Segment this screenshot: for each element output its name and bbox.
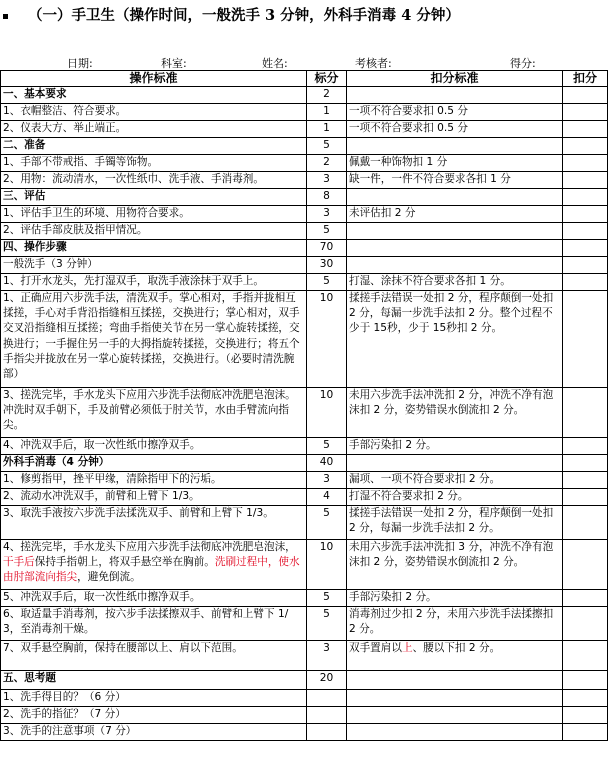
deduction-cell bbox=[347, 138, 563, 155]
points-cell: 2 bbox=[307, 87, 347, 104]
standard-cell: 1、洗手得目的？（6 分） bbox=[1, 690, 307, 707]
standard-cell: 3、取洗手液按六步洗手法揉洗双手、前臂和上臂下 1/3。 bbox=[1, 506, 307, 540]
deduction-cell bbox=[347, 690, 563, 707]
header-deducted: 扣分 bbox=[563, 71, 608, 87]
standard-cell: 2、流动水冲洗双手，前臂和上臂下 1/3。 bbox=[1, 489, 307, 506]
standard-cell: 一、基本要求 bbox=[1, 87, 307, 104]
points-cell: 1 bbox=[307, 121, 347, 138]
deduction-cell bbox=[347, 240, 563, 257]
standard-cell: 五、思考题 bbox=[1, 671, 307, 690]
examiner-label: 考核者: bbox=[355, 57, 392, 70]
standard-cell: 2、用物：流动清水，一次性纸巾、洗手液、手消毒剂。 bbox=[1, 172, 307, 189]
deducted-cell[interactable] bbox=[563, 707, 608, 724]
deduction-cell: 未用六步洗手法冲洗扣 2 分，冲洗不净有泡沫扣 2 分，姿势错误水倒流扣 2 分。 bbox=[347, 388, 563, 438]
deducted-cell[interactable] bbox=[563, 590, 608, 607]
standard-cell: 外科手消毒（4 分钟） bbox=[1, 455, 307, 472]
table-row bbox=[1, 104, 608, 121]
deducted-cell[interactable] bbox=[563, 138, 608, 155]
table-row bbox=[1, 257, 608, 274]
score-label: 得分: bbox=[510, 57, 536, 70]
standard-cell: 4、冲洗双手后，取一次性纸巾擦净双手。 bbox=[1, 438, 307, 455]
deducted-cell[interactable] bbox=[563, 489, 608, 506]
deduction-cell: 一项不符合要求扣 0.5 分 bbox=[347, 104, 563, 121]
standard-cell: 6、取适量手消毒剂，按六步手法揉擦双手、前臂和上臂下 1/3，至消毒剂干燥。 bbox=[1, 607, 307, 641]
standard-cell: 7、双手悬空胸前，保持在腰部以上、肩以下范围。 bbox=[1, 641, 307, 671]
points-cell: 3 bbox=[307, 641, 347, 671]
deducted-cell[interactable] bbox=[563, 724, 608, 741]
points-cell: 30 bbox=[307, 257, 347, 274]
standard-cell: 1、衣帽整洁、符合要求。 bbox=[1, 104, 307, 121]
standard-cell: 一般洗手（3 分钟） bbox=[1, 257, 307, 274]
highlight-text: 洗刷过程中，使水由肘部流向指尖 bbox=[3, 556, 300, 584]
deducted-cell[interactable] bbox=[563, 671, 608, 690]
table-row bbox=[1, 641, 608, 671]
deducted-cell[interactable] bbox=[563, 388, 608, 438]
standard-cell: 3、洗手的注意事项（7 分） bbox=[1, 724, 307, 741]
deducted-cell[interactable] bbox=[563, 641, 608, 671]
section-row bbox=[1, 455, 608, 472]
standard-text: 4、搓洗完毕，手水龙头下应用六步洗手法彻底冲洗肥皂泡沫， bbox=[3, 541, 296, 553]
points-cell: 10 bbox=[307, 540, 347, 590]
deduction-cell: 消毒剂过少扣 2 分，未用六步洗手法揉擦扣 2 分。 bbox=[347, 607, 563, 641]
section-row bbox=[1, 189, 608, 206]
deduction-cell: 打湿不符合要求扣 2 分。 bbox=[347, 489, 563, 506]
deduction-cell: 未评估扣 2 分 bbox=[347, 206, 563, 223]
deducted-cell[interactable] bbox=[563, 206, 608, 223]
deducted-cell[interactable] bbox=[563, 506, 608, 540]
table-header-row bbox=[1, 71, 608, 87]
points-cell bbox=[307, 724, 347, 741]
table-row bbox=[1, 472, 608, 489]
points-cell: 5 bbox=[307, 438, 347, 455]
evaluation-table bbox=[0, 70, 608, 741]
points-cell: 20 bbox=[307, 671, 347, 690]
points-cell: 3 bbox=[307, 172, 347, 189]
deduction-cell: 佩戴一种饰物扣 1 分 bbox=[347, 155, 563, 172]
page-title bbox=[0, 2, 609, 26]
deduction-cell bbox=[347, 641, 563, 671]
standard-cell: 1、手部不带戒指、手镯等饰物。 bbox=[1, 155, 307, 172]
table-row bbox=[1, 223, 608, 240]
standard-cell: 3、搓洗完毕，手水龙头下应用六步洗手法彻底冲洗肥皂泡沫。冲洗时双手朝下，手及前臂必须低于肘关节，水由手臂流向指尖。 bbox=[1, 388, 307, 438]
section-row bbox=[1, 138, 608, 155]
points-cell: 3 bbox=[307, 206, 347, 223]
deduction-cell bbox=[347, 257, 563, 274]
date-label: 日期: bbox=[67, 57, 93, 70]
standard-text: ，避免倒流。 bbox=[77, 571, 141, 584]
points-cell: 5 bbox=[307, 607, 347, 641]
points-cell: 8 bbox=[307, 189, 347, 206]
section-row bbox=[1, 87, 608, 104]
deducted-cell[interactable] bbox=[563, 690, 608, 707]
deduction-cell bbox=[347, 223, 563, 240]
standard-cell: 1、正确应用六步洗手法，清洗双手。掌心相对，手指并拢相互揉搓，手心对手背沿指缝相互揉搓，交换进行；掌心相对，双手交叉沿指缝相互揉搓；弯曲手指使关节在另一掌心旋转揉搓，交换进行；一手握住另一手的大拇指旋转揉搓，交换进行；将五个手指尖并拢放在另一掌心旋转揉搓，交换进行。（必要时清洗腕部） bbox=[1, 291, 307, 388]
table-row bbox=[1, 540, 608, 590]
deduction-cell: 未用六步洗手法冲洗扣 3 分，冲洗不净有泡沫扣 2 分，姿势错误水倒流扣 2 分。 bbox=[347, 540, 563, 590]
table-row bbox=[1, 291, 608, 388]
points-cell bbox=[307, 707, 347, 724]
deducted-cell[interactable] bbox=[563, 257, 608, 274]
points-cell: 1 bbox=[307, 104, 347, 121]
points-cell: 4 bbox=[307, 489, 347, 506]
table-row bbox=[1, 506, 608, 540]
name-label: 姓名: bbox=[262, 57, 288, 70]
deducted-cell[interactable] bbox=[563, 540, 608, 590]
points-cell: 5 bbox=[307, 274, 347, 291]
highlight-text: 上 bbox=[401, 642, 413, 654]
deduction-cell bbox=[347, 724, 563, 741]
header-standard: 操作标准 bbox=[1, 71, 307, 87]
standard-cell: 二、准备 bbox=[1, 138, 307, 155]
table-row bbox=[1, 707, 608, 724]
deducted-cell[interactable] bbox=[563, 291, 608, 388]
deducted-cell[interactable] bbox=[563, 455, 608, 472]
standard-cell bbox=[1, 540, 307, 590]
points-cell: 70 bbox=[307, 240, 347, 257]
deduction-cell: 手部污染扣 2 分。 bbox=[347, 438, 563, 455]
deduction-text: 双手置肩以 bbox=[349, 642, 402, 654]
table-row bbox=[1, 206, 608, 223]
points-cell: 10 bbox=[307, 291, 347, 388]
standard-cell: 5、冲洗双手后，取一次性纸巾擦净双手。 bbox=[1, 590, 307, 607]
title-text: （一）手卫生（操作时间，一般洗手 3 分钟，外科手消毒 4 分钟） bbox=[28, 7, 460, 24]
deduction-cell: 打湿、涂抹不符合要求各扣 1 分。 bbox=[347, 274, 563, 291]
deducted-cell[interactable] bbox=[563, 274, 608, 291]
deducted-cell[interactable] bbox=[563, 87, 608, 104]
deducted-cell[interactable] bbox=[563, 155, 608, 172]
deducted-cell[interactable] bbox=[563, 189, 608, 206]
standard-cell: 2、仪表大方、举止端正。 bbox=[1, 121, 307, 138]
points-cell: 5 bbox=[307, 506, 347, 540]
standard-cell: 1、打开水龙头，先打湿双手，取洗手液涂抹于双手上。 bbox=[1, 274, 307, 291]
deducted-cell[interactable] bbox=[563, 121, 608, 138]
table-row bbox=[1, 172, 608, 189]
points-cell: 5 bbox=[307, 223, 347, 240]
section-row bbox=[1, 671, 608, 690]
points-cell: 5 bbox=[307, 590, 347, 607]
table-row bbox=[1, 388, 608, 438]
table-body bbox=[1, 87, 608, 741]
table-row bbox=[1, 724, 608, 741]
deducted-cell[interactable] bbox=[563, 104, 608, 121]
deduction-cell: 漏项、一项不符合要求扣 2 分。 bbox=[347, 472, 563, 489]
deduction-cell bbox=[347, 87, 563, 104]
deduction-text: 、腰以下扣 2 分。 bbox=[412, 642, 501, 654]
standard-cell: 三、评估 bbox=[1, 189, 307, 206]
standard-cell: 1、评估手卫生的环境、用物符合要求。 bbox=[1, 206, 307, 223]
deduction-cell bbox=[347, 707, 563, 724]
deduction-cell: 揉搓手法错误一处扣 2 分，程序颠倒一处扣 2 分，每漏一步洗手法扣 2 分。 bbox=[347, 506, 563, 540]
deduction-cell: 揉搓手法错误一处扣 2 分，程序颠倒一处扣 2 分，每漏一步洗手法扣 2 分。整个过程不少于 15秒，少于 15秒扣 2 分。 bbox=[347, 291, 563, 388]
deduction-cell bbox=[347, 455, 563, 472]
table-row bbox=[1, 489, 608, 506]
deducted-cell[interactable] bbox=[563, 438, 608, 455]
deducted-cell[interactable] bbox=[563, 172, 608, 189]
deduction-cell bbox=[347, 189, 563, 206]
bullet-icon bbox=[3, 14, 8, 19]
deduction-cell bbox=[347, 671, 563, 690]
standard-text: 保持手指朝上，将双手悬空举在胸前。 bbox=[34, 556, 215, 569]
table-row bbox=[1, 155, 608, 172]
deduction-cell: 一项不符合要求扣 0.5 分 bbox=[347, 121, 563, 138]
table-row bbox=[1, 438, 608, 455]
points-cell: 3 bbox=[307, 472, 347, 489]
standard-cell: 2、洗手的指征？（7 分） bbox=[1, 707, 307, 724]
points-cell bbox=[307, 690, 347, 707]
table-row bbox=[1, 690, 608, 707]
table-row bbox=[1, 607, 608, 641]
dept-label: 科室: bbox=[161, 57, 187, 70]
header-deduction: 扣分标准 bbox=[347, 71, 563, 87]
standard-cell: 1、修剪指甲，挫平甲缘，清除指甲下的污垢。 bbox=[1, 472, 307, 489]
deducted-cell[interactable] bbox=[563, 472, 608, 489]
deducted-cell[interactable] bbox=[563, 607, 608, 641]
table-row bbox=[1, 121, 608, 138]
table-row bbox=[1, 590, 608, 607]
header-points: 标分 bbox=[307, 71, 347, 87]
section-row bbox=[1, 240, 608, 257]
deduction-cell: 缺一件，一件不符合要求各扣 1 分 bbox=[347, 172, 563, 189]
standard-cell: 2、评估手部皮肤及指甲情况。 bbox=[1, 223, 307, 240]
deduction-cell: 手部污染扣 2 分。 bbox=[347, 590, 563, 607]
deducted-cell[interactable] bbox=[563, 223, 608, 240]
table-row bbox=[1, 274, 608, 291]
highlight-text: 干手后 bbox=[3, 556, 35, 569]
standard-cell: 四、操作步骤 bbox=[1, 240, 307, 257]
deducted-cell[interactable] bbox=[563, 240, 608, 257]
points-cell: 10 bbox=[307, 388, 347, 438]
points-cell: 2 bbox=[307, 155, 347, 172]
points-cell: 5 bbox=[307, 138, 347, 155]
points-cell: 40 bbox=[307, 455, 347, 472]
